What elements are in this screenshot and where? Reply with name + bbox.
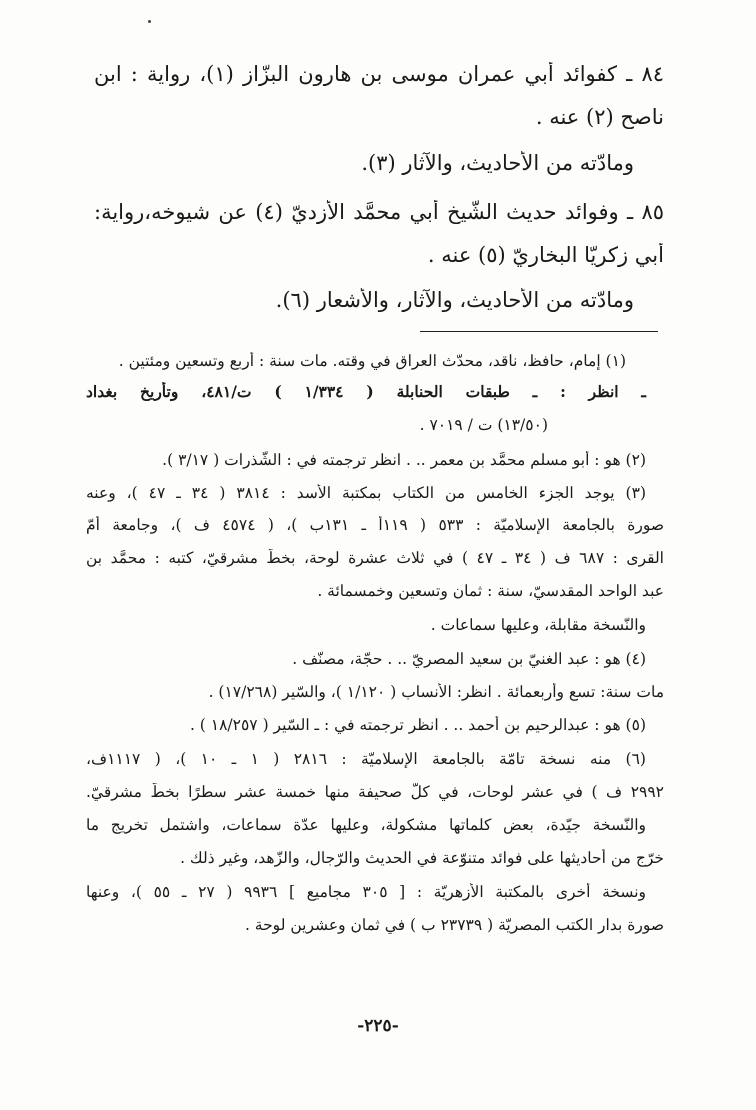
footnote-1-line-1: (١) إمام، حافظ، ناقد، محدّث العراق في وقته. مات سنة : أربع وتسعين ومئتين . bbox=[118, 352, 626, 370]
footnote-6-line-5: ونسخة أخرى بالمكتبة الأزهريّة : [ ٣٠٥ مجاميع ] ٩٩٣٦ ( ٢٧ ـ ٥٥ )، وعنها bbox=[86, 883, 647, 901]
footnote-3-line-2: صورة بالجامعة الإسلاميّة : ٥٣٣ ( ١١٩أ ـ ١٣١ب )، ( ٤٥٧٤ ف )، وجامعة أمّ bbox=[86, 516, 664, 534]
entry-85-line-2: أبي زكريّا البخاريّ (٥) عنه . bbox=[427, 243, 664, 267]
footnote-5: (٥) هو : عبدالرحيم بن أحمد .. . انظر ترجمته في : ـ السّير ( ١٨/٢٥٧ ) . bbox=[189, 716, 646, 734]
entry-85-line-1: ٨٥ ـ وفوائد حديث الشّيخ أبي محمَّد الأزديّ (٤) عن شيوخه،رواية: bbox=[94, 200, 664, 224]
footnote-2: (٢) هو : أبو مسلم محمَّد بن معمر .. . انظر ترجمته في : الشّذرات ( ٣/١٧ ). bbox=[162, 451, 646, 469]
entry-85-content: ومادّته من الأحاديث، والآثار، والأشعار (٦). bbox=[275, 288, 634, 312]
entry-84-line-1: ٨٤ ـ كفوائد أبي عمران موسى بن هارون البزّاز (١)، رواية : ابن bbox=[94, 62, 664, 86]
footnote-6-line-4: خرّج من أحاديثها على فوائد متنوّعة في الحديث والرّجال، والزّهد، وغير ذلك . bbox=[180, 849, 664, 867]
footnote-1-line-2: ـ انظر : ـ طبقات الحنابلة ( ١/٣٣٤ ) ت/٤٨١، وتأريخ بغداد bbox=[86, 382, 646, 401]
footnote-3-line-3: القرى : ٦٨٧ ف ( ٣٤ ـ ٤٧ ) في ثلاث عشرة لوحة، بخطّ مشرقيّ، كتبه : محمَّد بن bbox=[86, 549, 664, 567]
footnote-1-line-3: (١٣/٥٠) ت / ٧٠١٩ . bbox=[419, 416, 548, 434]
footnote-3-line-5: والنّسخة مقابلة، وعليها سماعات . bbox=[430, 616, 646, 634]
footnote-6-line-1: (٦) منه نسخة تامّة بالجامعة الإسلاميّة : ٢٨١٦ ( ١ ـ ١٠ )، ( ١١١٧ف، bbox=[86, 750, 646, 768]
print-mark bbox=[148, 20, 151, 23]
footnote-6-line-6: صورة بدار الكتب المصريّة ( ٢٣٧٣٩ ب ) في ثمان وعشرين لوحة . bbox=[244, 916, 664, 934]
footnote-3-line-4: عبد الواحد المقدسيّ، سنة : ثمان وتسعين وخمسمائة . bbox=[317, 582, 664, 600]
footnote-separator bbox=[420, 331, 658, 332]
footnote-6-line-2: ٢٩٩٢ ف ) في عشر لوحات، في كلّ صحيفة منها خمسة عشر سطرًا بخطّ مشرقيّ. bbox=[86, 783, 664, 801]
footnote-4-line-2: مات سنة: تسع وأربعمائة . انظر: الأنساب ( ١/١٢٠ )، والسّير (١٧/٢٦٨) . bbox=[208, 683, 664, 701]
page-number: -٢٢٥- bbox=[357, 1016, 399, 1036]
footnote-3-line-1: (٣) يوجد الجزء الخامس من الكتاب بمكتبة الأسد : ٣٨١٤ ( ٣٤ ـ ٤٧ )، وعنه bbox=[86, 484, 646, 502]
entry-84-content: ومادّته من الأحاديث، والآثار (٣). bbox=[361, 151, 634, 175]
entry-84-line-2: ناصح (٢) عنه . bbox=[535, 105, 664, 129]
footnote-4-line-1: (٤) هو : عبد الغنيّ بن سعيد المصريّ .. . حجّة، مصنّف . bbox=[292, 650, 646, 668]
footnote-6-line-3: والنّسخة جيّدة، بعض كلماتها مشكولة، وعليها عدّة سماعات، واشتمل تخريج ما bbox=[86, 816, 646, 834]
